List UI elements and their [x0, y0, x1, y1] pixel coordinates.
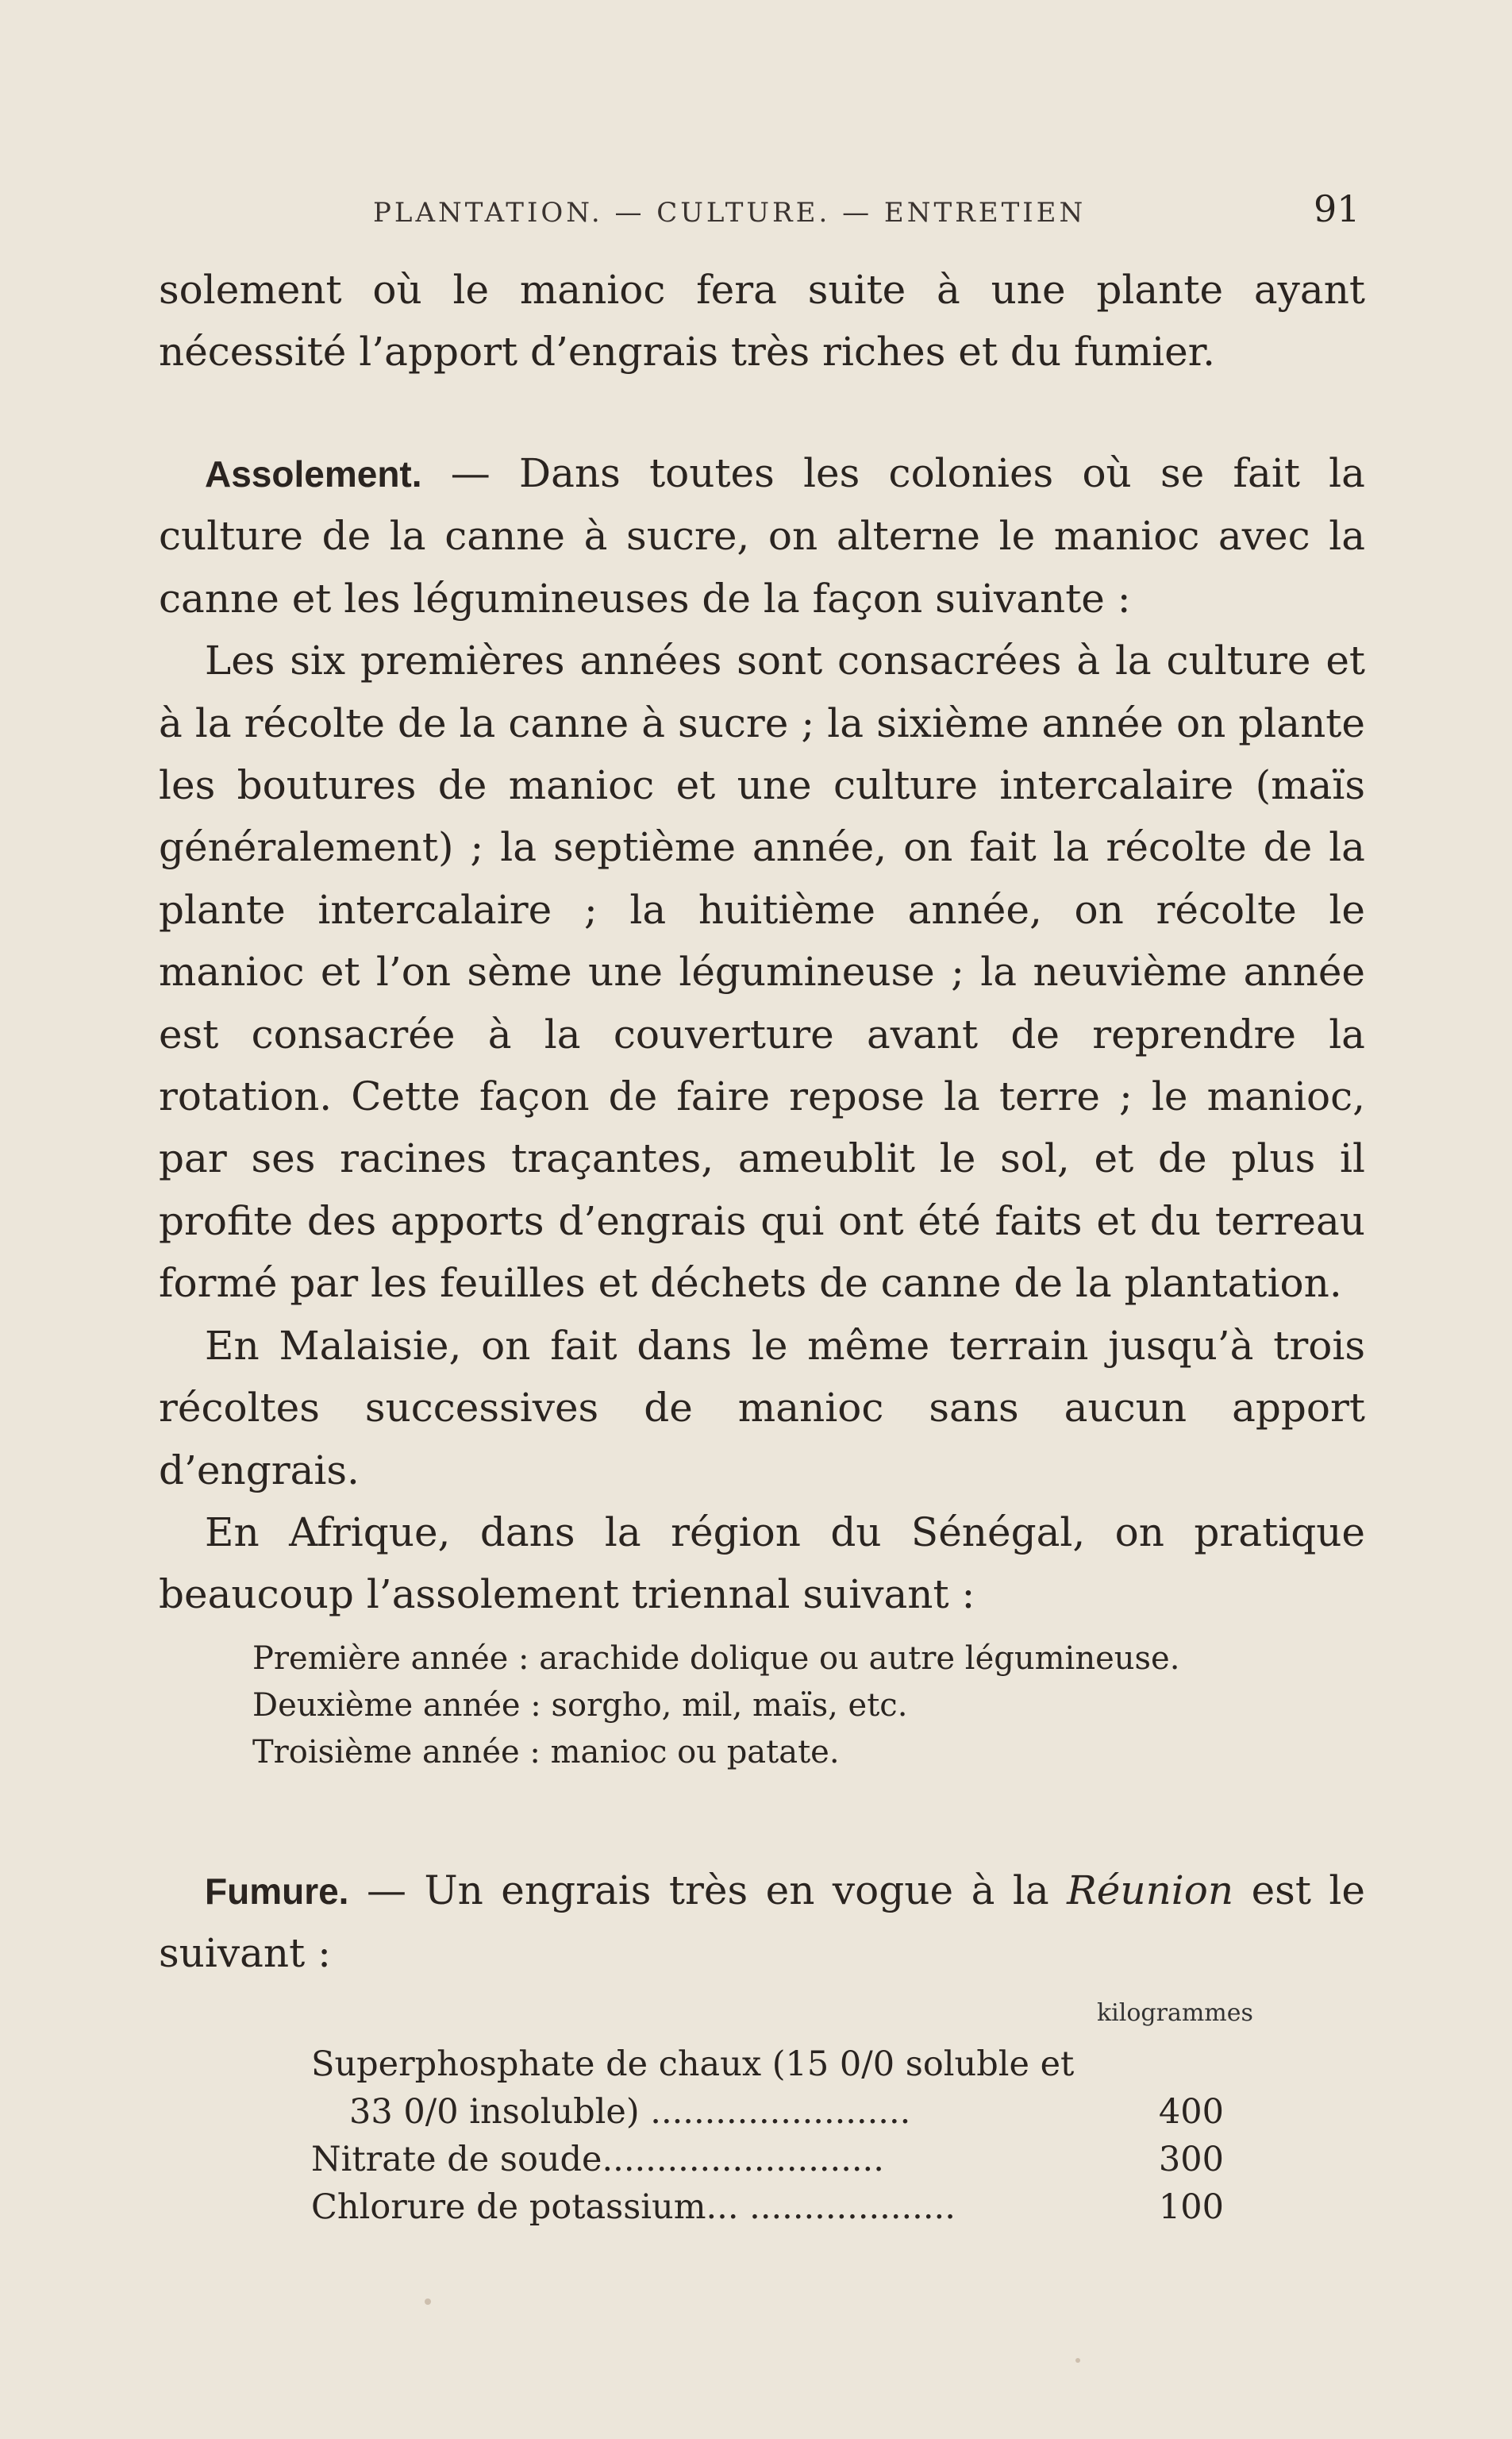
assolement-heading: Assolement.: [205, 453, 422, 495]
afrique-paragraph: En Afrique, dans la région du Sénégal, on pratique beaucoup l’assolement triennal suivant :: [159, 1508, 1365, 1618]
table-row: Chlorure de potassium... ................... 100: [311, 2183, 1224, 2231]
assolement-section: [159, 442, 1365, 1626]
intro-paragraph: solement où le manioc fera suite à une plante ayant nécessité l’apport d’engrais très riches et du fumier.: [159, 267, 1365, 376]
fumure-heading: Fumure.: [205, 1871, 349, 1912]
rotation-item: Troisième année : manioc ou patate.: [252, 1734, 840, 1770]
rotation-item: Deuxième année : sorgho, mil, maïs, etc.: [252, 1687, 908, 1724]
assolement-rotation-paragraph: Les six premières années sont consacrées à la culture et à la récolte de la canne à sucre ; la sixième année on plante les boutures de manioc et une culture intercalaire (maïs généralement) ; la septième année, on fait la récolte de la plante intercalaire ; la huitième année, on récolte le manioc et l’on sème une légumineuse ; la neuvième année est consacrée à la couverture avant de reprendre la rotation. Cette façon de faire repose la terre ; le manioc, par ses racines traçantes, ameublit le sol, et de plus il profite des apports d’engrais qui ont été faits et du terreau formé par les feuilles et déchets de canne de la plantation.: [159, 638, 1365, 1307]
paper-speck: [425, 2298, 431, 2305]
table-row: Superphosphate de chaux (15 0/0 soluble et: [311, 2044, 1075, 2084]
unit-label: kilogrammes: [1097, 1999, 1253, 2027]
table-value: 300: [1158, 2140, 1224, 2179]
page-number: 91: [1314, 187, 1360, 230]
table-value: 100: [1158, 2187, 1224, 2227]
table-value: 400: [1158, 2092, 1224, 2132]
fertilizer-table: [311, 2040, 1224, 2231]
rotation-list: [252, 1636, 1364, 1776]
table-row: Nitrate de soude.......................... 300: [311, 2136, 1224, 2183]
assolement-paragraph: Assolement. — Dans toutes les colonies où se fait la culture de la canne à sucre, on alterne le manioc avec la canne et les légumineuses de la façon suivante :: [159, 450, 1365, 622]
paper-speck: [1075, 2358, 1080, 2363]
rotation-item: Première année : arachide dolique ou autre légumineuse.: [252, 1640, 1180, 1677]
malaisie-paragraph: En Malaisie, on fait dans le même terrain jusqu’à trois récoltes successives de manioc sans aucun apport d’engrais.: [159, 1322, 1365, 1493]
table-row: 33 0/0 insoluble) ........................ 400: [311, 2088, 1224, 2136]
fumure-paragraph: Fumure. — Un engrais très en vogue à la Réunion est le suivant :: [159, 1867, 1365, 1977]
running-title: PLANTATION. — CULTURE. — ENTRETIEN: [373, 197, 1087, 229]
fumure-section: [159, 1859, 1365, 1985]
place-reunion: Réunion: [1067, 1867, 1234, 1913]
